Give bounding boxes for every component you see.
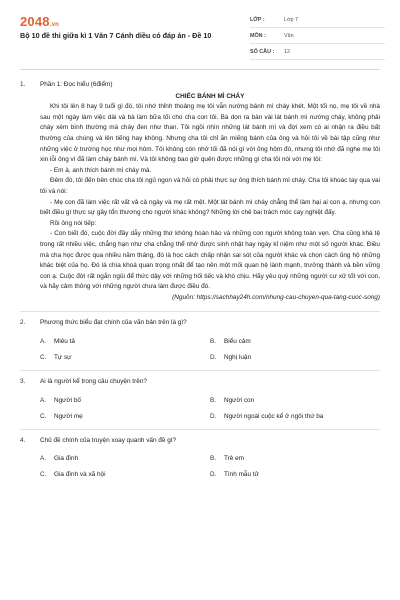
story-title: CHIẾC BÁNH MÌ CHÁY — [175, 92, 245, 100]
question-divider — [20, 370, 380, 371]
option-text: Người ngoài cuộc kể ở ngôi thứ ba — [224, 412, 324, 420]
option-b[interactable] — [210, 396, 380, 405]
header-divider — [20, 69, 380, 70]
option-letter: B. — [210, 455, 217, 463]
question-divider — [20, 429, 380, 430]
question-body — [40, 436, 380, 480]
option-text: Biểu cảm — [224, 338, 251, 346]
answer-options — [40, 337, 380, 362]
meta-value: Lớp 7 — [284, 16, 299, 23]
option-letter: A. — [40, 396, 47, 404]
story-paragraph: Khi tôi lên 8 hay 9 tuổi gì đó, tôi nhớ thỉnh thoảng mẹ tôi vẫn nướng bánh mì cháy khét. Một tối nọ, mẹ tôi về nhà sau một ngày làm việc dài và bà làm bữa tối cho cha con tôi. Bà dọn ra bàn vài lát bánh mì nướng cháy, không phải cháy xém bình thường mà cháy đen như than. Tôi ngồi nhìn những lát bánh mì và đợi xem có ai nhận ra điều bất thường của chúng và lên tiếng hay không. Nhưng cha tôi chỉ ăn miếng bánh của ông và hỏi tôi về bài tập cũng như những việc ở trường học như mọi hôm. Tôi không còn nhớ tối đã nói gì với ông hôm đó, nhưng tôi nhớ đã nghe mẹ tôi xin lỗi ông vì đã làm cháy bánh mì. Và tôi không bao giờ quên được những gì cha tôi nói với mẹ tôi: — [40, 103, 380, 164]
story-paragraph: - Mẹ con đã làm việc rất vất vả cả ngày và mẹ rất mệt. Một lát bánh mì cháy chẳng thể làm hại ai con ạ, nhưng con biết điều gì thực sự gây tổn thương cho người khác không? Những lời chê bai trách móc cay nghiệt đấy. — [40, 198, 380, 217]
option-letter: C. — [40, 354, 47, 362]
option-a[interactable] — [40, 454, 210, 463]
option-c[interactable] — [40, 470, 210, 479]
option-text: Tự sự — [54, 354, 72, 362]
question-4 — [20, 436, 380, 480]
option-letter: B. — [210, 396, 217, 404]
question-stem: Chủ đề chính của truyện xoay quanh vấn đề gì? — [40, 436, 177, 444]
option-letter: A. — [40, 338, 47, 346]
question-2 — [20, 318, 380, 362]
question-3 — [20, 377, 380, 421]
site-logo[interactable] — [20, 14, 59, 29]
option-b[interactable] — [210, 337, 380, 346]
logo-suffix: .vn — [49, 22, 60, 28]
meta-value: 12 — [284, 48, 290, 55]
question-stem: Phương thức biểu đạt chính của văn bản trên là gì? — [40, 319, 187, 327]
option-text: Miêu tả — [54, 338, 75, 346]
question-body — [40, 318, 380, 362]
option-text: Gia đình và xã hội — [54, 471, 106, 479]
option-b[interactable] — [210, 454, 380, 463]
option-c[interactable] — [40, 412, 210, 421]
story-paragraph: - Con biết đó, cuộc đời đầy dẫy những thứ không hoàn hảo và những con người không toàn vẹn. Cha cũng khá tệ trong rất nhiều việc, chẳng hạn như cha chẳng thể nhớ được sinh nhật hay ngày kỉ niệm như một số người khác. Điều mà cha học được qua nhiều năm tháng, đó là học cách chấp nhận sai sót của người khác và chọn cách ủng hộ những khác biệt của họ. Đó là chìa khoá quan trọng nhất để tạo nên một mối quan hệ lành mạnh, trưởng thành và bền vững con ạ. Cuộc đời rất ngắn ngủi để thức dậy với những hối tiếc và khó chịu. Hãy yêu quý những người cư xử tốt với con, và hãy cảm thông với những người chưa làm được điều đó. — [40, 230, 380, 291]
meta-key: SỐ CÂU : — [250, 48, 275, 55]
option-a[interactable] — [40, 337, 210, 346]
option-text: Người bố — [54, 396, 81, 404]
question-body — [40, 80, 380, 303]
option-text: Nghị luận — [224, 354, 252, 362]
meta-key: MÔN : — [250, 32, 266, 39]
option-text: Tình mẫu tử — [224, 471, 259, 479]
option-letter: C. — [40, 471, 47, 479]
question-number: 4. — [20, 436, 26, 444]
option-c[interactable] — [40, 353, 210, 362]
story-paragraph: Rồi ông nói tiếp: — [50, 219, 97, 227]
meta-row-count — [250, 44, 385, 60]
page-header — [0, 0, 400, 64]
option-d[interactable] — [210, 412, 380, 421]
story-paragraph: - Em à, anh thích bánh mì cháy mà. — [50, 166, 152, 174]
option-text: Người mẹ — [54, 412, 83, 420]
option-letter: D. — [210, 354, 217, 362]
question-stem: Ai là người kể trong câu chuyện trên? — [40, 378, 147, 386]
story-paragraph: Đêm đó, tôi đến bên chúc cha tôi ngủ ngon và hỏi có phải thực sự ông thích bánh mì cháy. Cha tôi khoác tay qua vai tôi và nói: — [40, 177, 380, 195]
option-a[interactable] — [40, 396, 210, 405]
option-text: Gia đình — [54, 455, 79, 463]
meta-row-class — [250, 12, 385, 28]
section-heading: Phần 1: Đọc hiểu (6điểm) — [40, 81, 113, 88]
question-1 — [20, 80, 380, 303]
question-body — [40, 377, 380, 421]
option-d[interactable] — [210, 353, 380, 362]
document-title: Bộ 10 đề thi giữa kì 1 Văn 7 Cánh diều có đáp án - Đề 10 — [20, 31, 212, 40]
option-letter: D. — [210, 412, 217, 420]
meta-key: LỚP : — [250, 16, 265, 23]
question-number: 1. — [20, 81, 26, 88]
answer-options — [40, 454, 380, 479]
option-d[interactable] — [210, 470, 380, 479]
option-letter: A. — [40, 455, 47, 463]
question-number: 2. — [20, 319, 26, 327]
answer-options — [40, 396, 380, 421]
option-letter: D. — [210, 471, 217, 479]
question-divider — [20, 311, 380, 312]
meta-value: Văn — [284, 32, 294, 39]
meta-table — [250, 12, 385, 60]
exam-content — [20, 80, 380, 483]
option-text: Người con — [224, 396, 255, 404]
option-letter: B. — [210, 338, 217, 346]
meta-row-subject — [250, 28, 385, 44]
source-citation: (Nguồn: https://sachhay24h.com/nhung-cau-chuyen-qua-tang-cuoc-song) — [172, 293, 380, 301]
option-letter: C. — [40, 412, 47, 420]
logo-text: 2048 — [20, 14, 50, 29]
question-number: 3. — [20, 378, 26, 386]
option-text: Trẻ em — [224, 455, 245, 463]
